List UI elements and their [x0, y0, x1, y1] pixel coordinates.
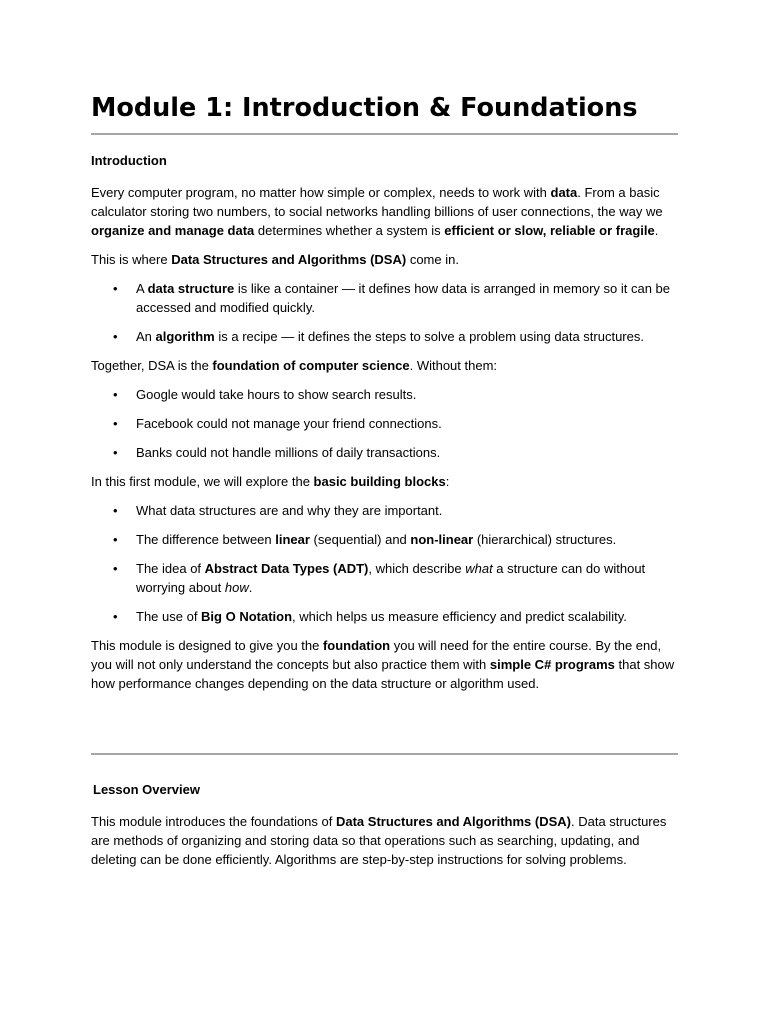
bullet-icon: • [113, 416, 118, 431]
bullet-icon: • [113, 445, 118, 460]
lesson-overview-heading: Lesson Overview [93, 782, 200, 797]
introduction-section [91, 151, 678, 703]
intro-paragraph-3: Together, DSA is the foundation of computer science. Without them: [91, 358, 498, 373]
bullet-icon: • [113, 609, 118, 624]
list-item: • The difference between linear (sequential) and non-linear (hierarchical) structures. [113, 532, 617, 547]
list-item: • Google would take hours to show search results. [113, 387, 417, 402]
bullet-icon: • [113, 532, 118, 547]
without-dsa-list [91, 385, 678, 462]
intro-paragraph-2: This is where Data Structures and Algorithms (DSA) come in. [91, 252, 459, 267]
page-title: Module 1: Introduction & Foundations [91, 93, 638, 123]
divider-bottom [91, 753, 678, 755]
list-item: • A data structure is like a container — it defines how data is arranged in memory so it can be accessed and modified quickly. [113, 281, 670, 315]
dsa-definition-list [91, 279, 678, 346]
lesson-overview-paragraph: This module introduces the foundations of Data Structures and Algorithms (DSA). Data structures are methods of organizing and storing data so that operations such as searching, updating, and deleting can be done efficiently. Algorithms are step-by-step instructions for solving problems. [91, 814, 667, 867]
building-blocks-list [91, 501, 678, 626]
divider-top [91, 133, 678, 135]
list-item: • An algorithm is a recipe — it defines the steps to solve a problem using data structures. [113, 329, 644, 344]
list-item: • The idea of Abstract Data Types (ADT), which describe what a structure can do without worrying about how. [113, 561, 646, 595]
list-item: • Facebook could not manage your friend connections. [113, 416, 442, 431]
bullet-icon: • [113, 281, 118, 296]
intro-paragraph-4: In this first module, we will explore the basic building blocks: [91, 474, 450, 489]
intro-paragraph-1: Every computer program, no matter how simple or complex, needs to work with data. From a basic calculator storing two numbers, to social networks handling billions of user connections, the way we organize and manage data determines whether a system is efficient or slow, reliable or fragile. [91, 185, 663, 238]
bullet-icon: • [113, 561, 118, 576]
lesson-overview-section [91, 780, 678, 879]
bullet-icon: • [113, 329, 118, 344]
list-item: • What data structures are and why they are important. [113, 503, 443, 518]
list-item: • The use of Big O Notation, which helps us measure efficiency and predict scalability. [113, 609, 627, 624]
list-item: • Banks could not handle millions of daily transactions. [113, 445, 441, 460]
introduction-heading: Introduction [91, 153, 167, 168]
intro-paragraph-5: This module is designed to give you the foundation you will need for the entire course. By the end, you will not only understand the concepts but also practice them with simple C# programs that show how performance changes depending on the data structure or algorithm used. [91, 638, 675, 691]
bullet-icon: • [113, 387, 118, 402]
bullet-icon: • [113, 503, 118, 518]
